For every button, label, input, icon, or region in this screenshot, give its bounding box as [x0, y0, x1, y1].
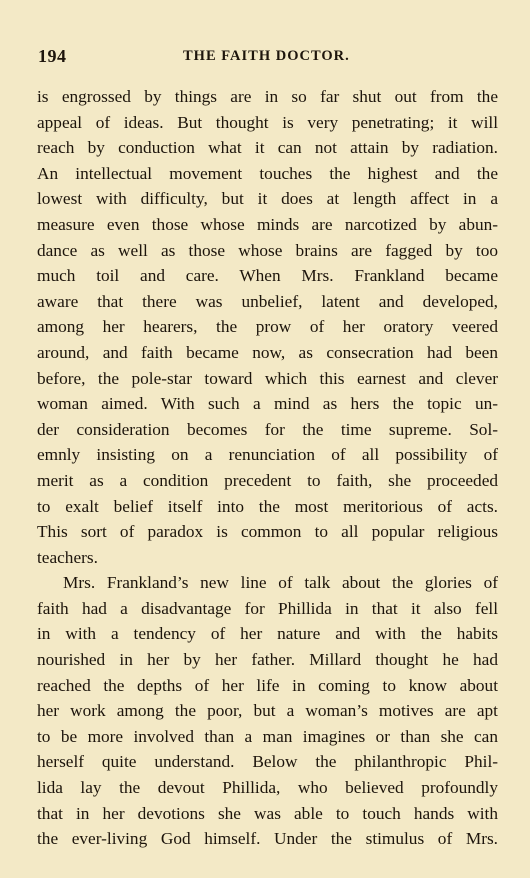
body-text	[37, 84, 498, 852]
text-line: her work among the poor, but a woman’s motives are apt	[37, 701, 498, 721]
text-line: reach by conduction what it can not attain by radiation.	[37, 138, 498, 158]
text-line: the ever-living God himself. Under the stimulus of Mrs.	[37, 829, 498, 849]
text-line: around, and faith became now, as consecration had been	[37, 342, 498, 362]
text-line: lida lay the devout Phillida, who believed profoundly	[37, 778, 498, 798]
text-line: herself quite understand. Below the philanthropic Phil-	[37, 752, 498, 772]
text-line: dance as well as those whose brains are fagged by too	[37, 240, 498, 260]
text-line: among her hearers, the prow of her oratory veered	[37, 317, 498, 337]
text-line: much toil and care. When Mrs. Frankland became	[37, 266, 498, 286]
text-line: faith had a disadvantage for Phillida in that it also fell	[37, 598, 498, 618]
text-line: An intellectual movement touches the highest and the	[37, 163, 498, 183]
text-line: to be more involved than a man imagines or than she can	[37, 726, 498, 746]
text-line: to exalt belief itself into the most meritorious of acts.	[37, 496, 498, 516]
text-line: Mrs. Frankland’s new line of talk about the glories of	[63, 573, 498, 593]
text-line: emnly insisting on a renunciation of all possibility of	[37, 445, 498, 465]
text-line: is engrossed by things are in so far shut out from the	[37, 87, 498, 106]
text-line: This sort of paradox is common to all popular religious	[37, 522, 498, 542]
text-line: lowest with difficulty, but it does at length affect in a	[37, 189, 498, 209]
text-line: aware that there was unbelief, latent and developed,	[37, 291, 498, 311]
text-line: merit as a condition precedent to faith, she proceeded	[37, 470, 498, 490]
text-line: measure even those whose minds are narcotized by abun-	[37, 214, 498, 234]
text-line: reached the depths of her life in coming to know about	[37, 675, 498, 695]
text-line: woman aimed. With such a mind as hers the topic un-	[37, 394, 498, 414]
running-head: THE FAITH DOCTOR.	[183, 48, 350, 64]
text-line: before, the pole-star toward which this earnest and clever	[37, 368, 498, 388]
text-line: in with a tendency of her nature and with the habits	[37, 624, 498, 644]
page-number: 194	[38, 46, 67, 66]
text-line: that in her devotions she was able to touch hands with	[37, 803, 498, 823]
text-line: teachers.	[37, 547, 98, 567]
page-header	[38, 46, 498, 74]
text-line: appeal of ideas. But thought is very penetrating; it will	[37, 112, 498, 132]
text-line: nourished in her by her father. Millard thought he had	[37, 650, 498, 670]
text-line: der consideration becomes for the time supreme. Sol-	[37, 419, 498, 439]
